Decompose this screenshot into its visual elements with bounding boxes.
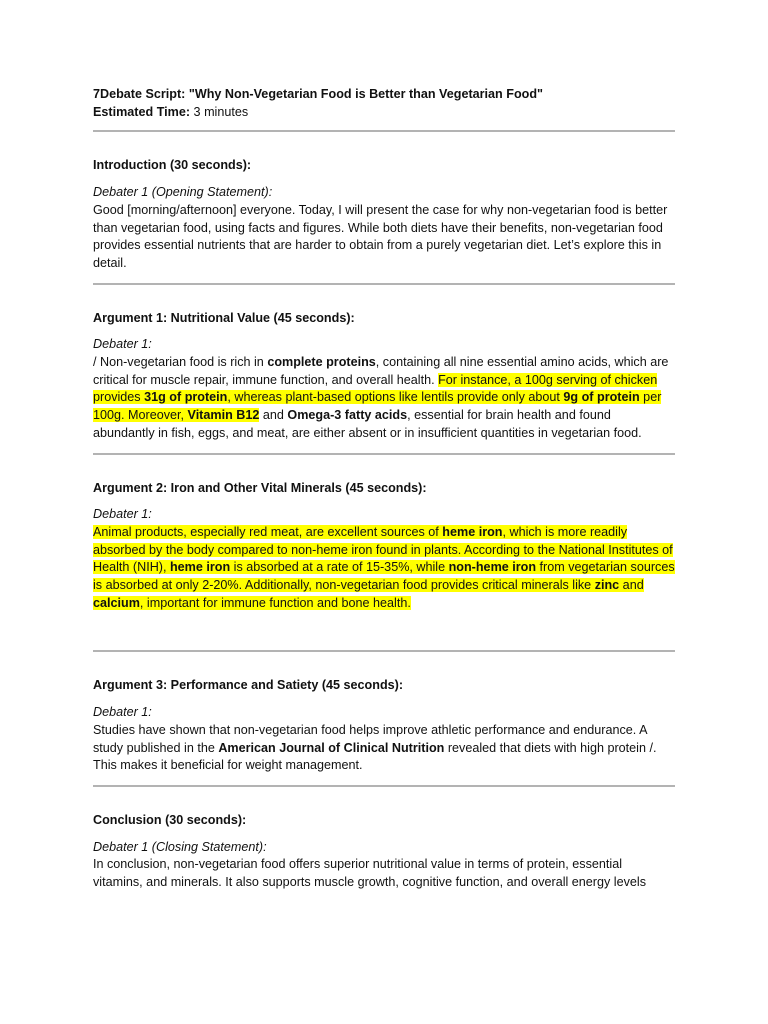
highlighted-run: , whereas plant-based options like lentils provide only about: [227, 390, 564, 405]
highlighted-run: and: [619, 578, 644, 593]
highlighted-bold-run: heme iron: [169, 560, 231, 575]
text-run: revealed that diets with high protein /. This makes it beneficial for weight management.: [93, 740, 657, 773]
text-run: , essential for brain health and found abundantly in fish, eggs, and meat, are either absent or in insufficient quantities in vegetarian food.: [93, 408, 642, 440]
highlighted-run: , which is more readily absorbed by the body compared to non-heme iron found in plants. According to the National Institutes of Health (NIH),: [93, 524, 673, 575]
highlighted-run: Animal products, especially red meat, are excellent sources of: [93, 524, 443, 539]
speaker-label: Debater 1:: [93, 337, 152, 352]
argument-3-body: [93, 722, 675, 775]
highlighted-bold-run: 31g of protein: [144, 390, 228, 405]
horizontal-rule: [93, 130, 675, 132]
bold-run: complete proteins: [267, 355, 376, 370]
highlighted-run: is absorbed at a rate of 15-35%, while: [230, 560, 449, 575]
horizontal-rule: [93, 785, 675, 787]
highlighted-run: from vegetarian sources is absorbed at only 2-20%. Additionally, non-vegetarian food provides critical minerals like: [93, 560, 675, 593]
horizontal-rule: [93, 453, 675, 455]
horizontal-rule: [93, 650, 675, 652]
document-page: [93, 86, 675, 892]
highlighted-bold-run: 9g of protein: [563, 390, 640, 405]
section-heading-argument-3: Argument 3: Performance and Satiety (45 seconds):: [93, 678, 404, 693]
intro-body: Good [morning/afternoon] everyone. Today, I will present the case for why non-vegetarian food is better than vegetarian food, using facts and figures. While both diets have their benefits, non-vegetarian food provides essential nutrients that are harder to obtain from a purely vegetarian diet. Let’s explore this in detail.: [93, 202, 668, 270]
highlighted-bold-run: zinc: [594, 578, 620, 593]
highlighted-run: For instance, a 100g serving of chicken provides: [93, 372, 658, 405]
section-heading-conclusion: Conclusion (30 seconds):: [93, 812, 247, 827]
estimated-time-label: Estimated Time:: [93, 104, 191, 119]
speaker-label: Debater 1 (Opening Statement):: [93, 185, 273, 200]
highlighted-bold-run: heme iron: [442, 524, 503, 539]
argument-1-body: [93, 354, 675, 443]
argument-2-body: [93, 524, 675, 613]
highlighted-run: per 100g. Moreover,: [93, 390, 662, 423]
estimated-time: [93, 104, 675, 122]
highlighted-bold-run: Vitamin B12: [187, 408, 260, 423]
text-run: , containing all nine essential amino acids, which are critical for muscle repair, immune function, and overall health.: [93, 355, 669, 387]
bold-run: Omega-3 fatty acids: [287, 408, 408, 423]
speaker-label: Debater 1:: [93, 705, 152, 720]
text-run: Studies have shown that non-vegetarian food helps improve athletic performance and endurance. A study published in the: [93, 722, 647, 755]
highlighted-bold-run: non-heme iron: [448, 560, 537, 575]
speaker-label: Debater 1:: [93, 507, 152, 522]
estimated-time-value: 3 minutes: [190, 104, 249, 119]
text-run: and: [259, 408, 288, 423]
section-heading-introduction: Introduction (30 seconds):: [93, 158, 252, 173]
conclusion-body: In conclusion, non-vegetarian food offers superior nutritional value in terms of protein, essential vitamins, and minerals. It also supports muscle growth, cognitive function, and overall energy levels: [93, 857, 646, 890]
section-heading-argument-1: Argument 1: Nutritional Value (45 seconds):: [93, 310, 355, 325]
bold-run: American Journal of Clinical Nutrition: [218, 740, 445, 755]
text-run: / Non-vegetarian food is rich in: [93, 355, 268, 370]
highlighted-run: , important for immune function and bone health.: [139, 595, 411, 610]
horizontal-rule: [93, 283, 675, 285]
section-heading-argument-2: Argument 2: Iron and Other Vital Minerals (45 seconds):: [93, 480, 427, 495]
highlighted-bold-run: calcium: [93, 595, 140, 610]
speaker-label: Debater 1 (Closing Statement):: [93, 839, 267, 854]
document-title: 7Debate Script: "Why Non-Vegetarian Food is Better than Vegetarian Food": [93, 87, 543, 101]
